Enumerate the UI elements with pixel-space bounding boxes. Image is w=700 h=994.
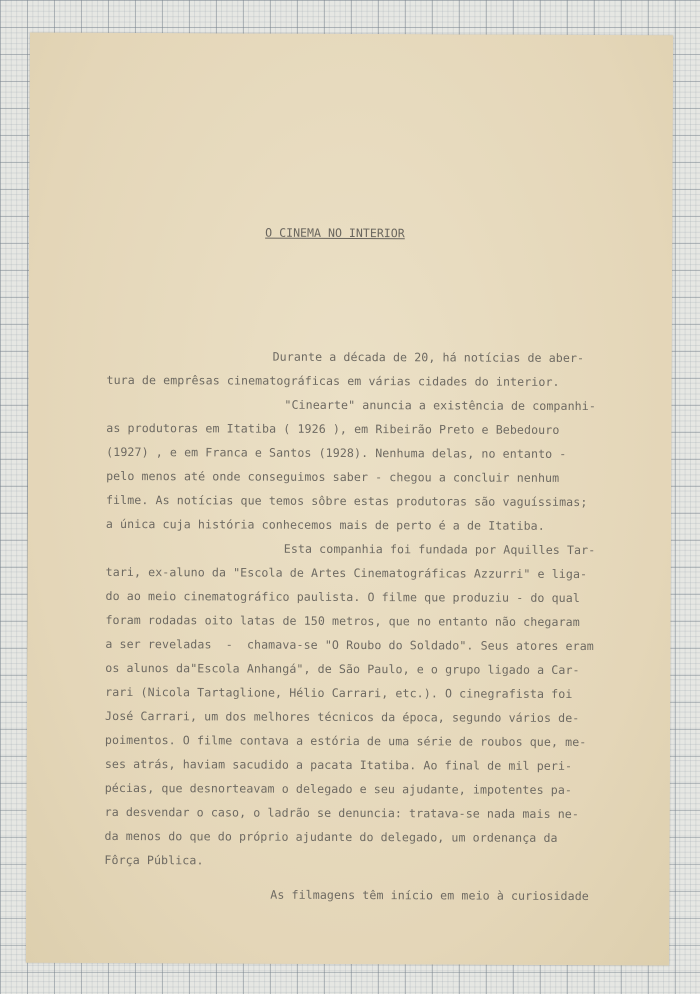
text-line-5: (1927) , e em Franca e Santos (1928). Nenhuma delas, no entanto - xyxy=(106,444,567,461)
text-line-19: pécias, que desnorteavam o delegado e seu ajudante, impotentes pa- xyxy=(104,780,573,797)
text-line-22: Fôrça Pública. xyxy=(104,852,204,868)
text-line-1: Durante a década de 20, há notícias de aber- xyxy=(272,349,585,366)
text-line-3: "Cinearte" anuncia a existência de companhi- xyxy=(284,397,596,414)
text-line-21: da menos do que do próprio ajudante do delegado, um ordenança da xyxy=(104,828,558,845)
text-line-13: a ser reveladas - chamava-se "O Roubo do Soldado". Seus atores eram xyxy=(105,636,594,654)
text-line-14: os alunos da"Escola Anhangá", de São Paulo, e o grupo ligado a Car- xyxy=(105,660,580,678)
text-line-16: José Carrari, um dos melhores técnicos da época, segundo vários de- xyxy=(105,708,580,726)
text-line-7: filme. As notícias que temos sôbre estas produtoras são vaguíssimas; xyxy=(105,492,588,510)
text-line-20: ra desvendar o caso, o ladrão se denuncia: tratava-se nada mais ne- xyxy=(104,804,580,822)
text-line-15: rari (Nicola Tartaglione, Hélio Carrari, etc.). O cinegrafista foi xyxy=(105,684,573,701)
document-title: O CINEMA NO INTERIOR xyxy=(265,225,405,241)
text-line-4: as produtoras em Itatiba ( 1926 ), em Ribeirão Preto e Bebedouro xyxy=(106,420,560,437)
text-line-2: tura de emprêsas cinematográficas em várias cidades do interior. xyxy=(106,372,560,389)
text-line-17: poimentos. O filme contava a estória de uma série de roubos que, me- xyxy=(104,732,587,750)
text-line-11: do ao meio cinematográfico paulista. O filme que produziu - do qual xyxy=(105,588,580,606)
typed-page xyxy=(26,33,673,966)
text-line-12: foram rodadas oito latas de 150 metros, que no entanto não chegaram xyxy=(105,612,580,630)
text-line-6: pelo menos até onde conseguimos saber - chegou a concluir nenhum xyxy=(106,468,560,485)
text-line-9: Esta companhia foi fundada por Aquilles Tar- xyxy=(283,541,596,558)
text-line-8: a única cuja história conhecemos mais de perto é a de Itatiba. xyxy=(105,516,545,533)
text-line-18: ses atrás, haviam sacudido a pacata Itatiba. Ao final de mil peri- xyxy=(104,756,573,773)
text-line-23: As filmagens têm início em meio à curiosidade xyxy=(270,887,589,904)
text-line-10: tari, ex-aluno da "Escola de Artes Cinematográficas Azzurri" e liga- xyxy=(105,564,588,582)
